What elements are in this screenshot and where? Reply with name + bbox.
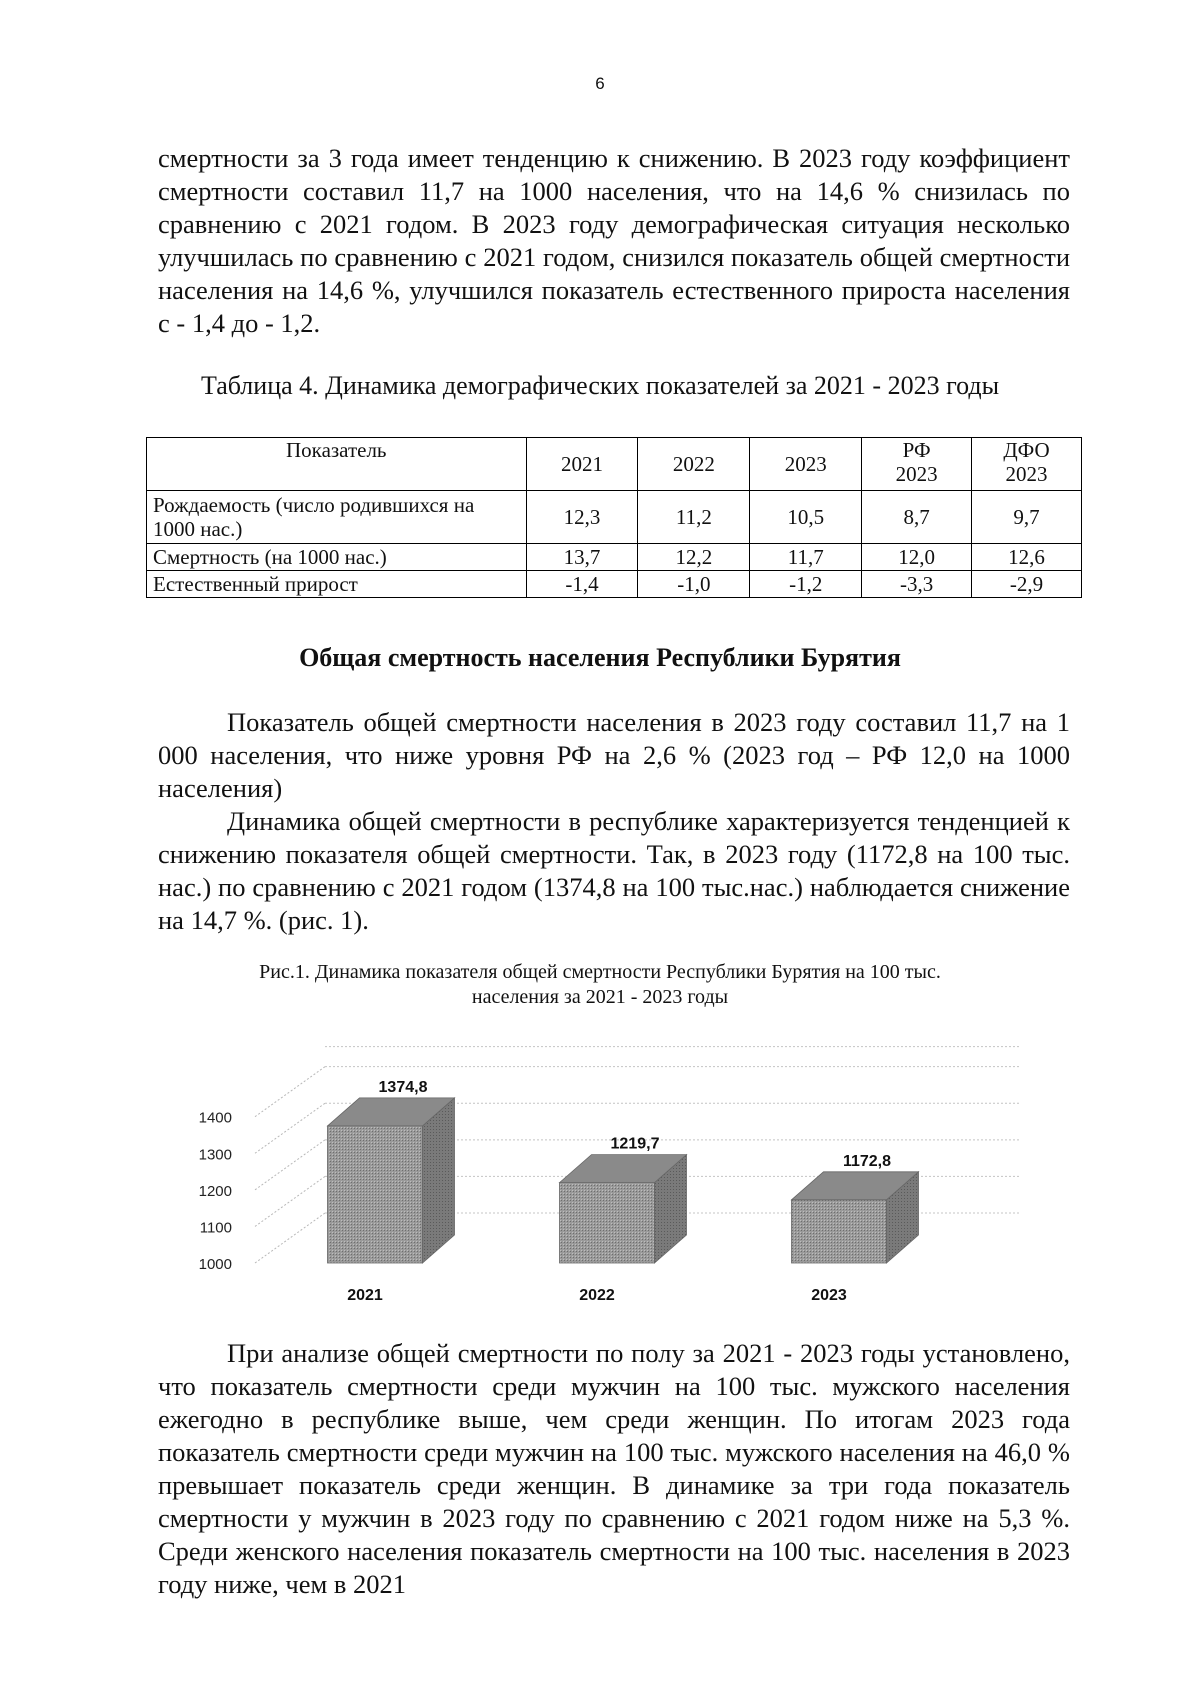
paragraph-2: Показатель общей смертности населения в 2023 году составил 11,7 на 1 000 населения, что ниже уровня РФ на 2,6 % (2023 год – РФ 12,0 на 1000 населения)	[158, 707, 1070, 803]
header-dfo-line1: ДФО	[1003, 438, 1050, 462]
gridline-diag	[255, 1213, 325, 1263]
y-tick-label: 1400	[198, 1109, 232, 1127]
bar	[328, 1098, 455, 1263]
bar-front	[792, 1200, 887, 1263]
gridline-diag	[255, 1103, 325, 1153]
header-dfo-line2: 2023	[1005, 462, 1048, 486]
y-tick-label: 1300	[198, 1146, 232, 1164]
cell-rf: -3,3	[862, 571, 972, 598]
header-rf-line1: РФ	[902, 438, 931, 462]
x-tick-label: 2022	[579, 1287, 615, 1304]
section-title: Общая смертность населения Республики Бурятия	[299, 643, 901, 672]
row-label: Естественный прирост	[147, 571, 527, 598]
x-tick-label: 2021	[347, 1287, 383, 1304]
gridline-diag	[255, 1140, 325, 1190]
figure-caption-line1: Рис.1. Динамика показателя общей смертности Республики Бурятия на 100 тыс.	[259, 961, 941, 983]
cell-2022: -1,0	[638, 571, 750, 598]
header-2023: 2023	[750, 438, 862, 491]
cell-dfo: -2,9	[972, 571, 1082, 598]
cell-2022: 11,2	[638, 491, 750, 544]
row-label: Рождаемость (число родившихся на 1000 нас.)	[147, 491, 527, 544]
header-2021: 2021	[526, 438, 638, 491]
cell-2022: 12,2	[638, 544, 750, 571]
cell-2023: 11,7	[750, 544, 862, 571]
header-indicator: Показатель	[147, 438, 527, 491]
paragraph-4: При анализе общей смертности по полу за 2021 - 2023 годы установлено, что показатель смертности среди мужчин на 100 тыс. мужского населения ежегодно в республике выше, чем среди женщин. По итогам 2023 года показатель смертности среди мужчин на 100 тыс. мужского населения на 46,0 % превышает показатель среди женщин. В динамике за три года показатель смертности у мужчин в 2023 году по сравнению с 2021 годом ниже на 5,3 %. Среди женского населения показатель смертности на 100 тыс. населения в 2023 году ниже, чем в 2021	[158, 1338, 1070, 1599]
paragraph-3: Динамика общей смертности в республике характеризуется тенденцией к снижению показателя общей смертности. Так, в 2023 году (1172,8 на 100 тыс. нас.) по сравнению с 2021 годом (1374,8 на 100 тыс.нас.) наблюдается снижение на 14,7 %. (рис. 1).	[158, 806, 1070, 935]
data-label: 1374,8	[378, 1078, 428, 1096]
table-caption: Таблица 4. Динамика демографических показателей за 2021 - 2023 годы	[200, 371, 1000, 400]
x-tick-label: 2023	[811, 1287, 847, 1304]
paragraph-intro: смертности за 3 года имеет тенденцию к снижению. В 2023 году коэффициент смертности составил 11,7 на 1000 населения, что на 14,6 % снизилась по сравнению с 2021 годом. В 2023 году демографическая ситуация несколько улучшилась по сравнению с 2021 годом, снизился показатель общей смертности населения на 14,6 %, улучшился показатель естественного прироста населения с - 1,4 до - 1,2.	[158, 143, 1070, 338]
row-label: Смертность (на 1000 нас.)	[147, 544, 527, 571]
bar-front	[560, 1183, 655, 1263]
cell-2023: 10,5	[750, 491, 862, 544]
gridline-diag	[255, 1067, 325, 1117]
bar	[560, 1155, 687, 1263]
cell-dfo: 9,7	[972, 491, 1082, 544]
cell-2021: 12,3	[526, 491, 638, 544]
cell-2023: -1,2	[750, 571, 862, 598]
cell-2021: 13,7	[526, 544, 638, 571]
y-tick-label: 1000	[198, 1256, 232, 1273]
bar	[792, 1172, 919, 1263]
y-tick-label: 1100	[199, 1219, 232, 1237]
y-tick-label: 1200	[198, 1182, 232, 1200]
bar-front	[328, 1126, 423, 1263]
bar-side	[423, 1098, 455, 1263]
gridline-diag	[255, 1176, 325, 1226]
cell-rf: 12,0	[862, 544, 972, 571]
cell-2021: -1,4	[526, 571, 638, 598]
page-number: 6	[595, 74, 605, 93]
cell-dfo: 12,6	[972, 544, 1082, 571]
data-label: 1172,8	[842, 1152, 892, 1170]
header-rf-line2: 2023	[895, 462, 938, 486]
data-label: 1219,7	[610, 1135, 660, 1153]
header-2022: 2022	[638, 438, 750, 491]
figure-caption-line2: населения за 2021 - 2023 годы	[471, 986, 729, 1008]
cell-rf: 8,7	[862, 491, 972, 544]
